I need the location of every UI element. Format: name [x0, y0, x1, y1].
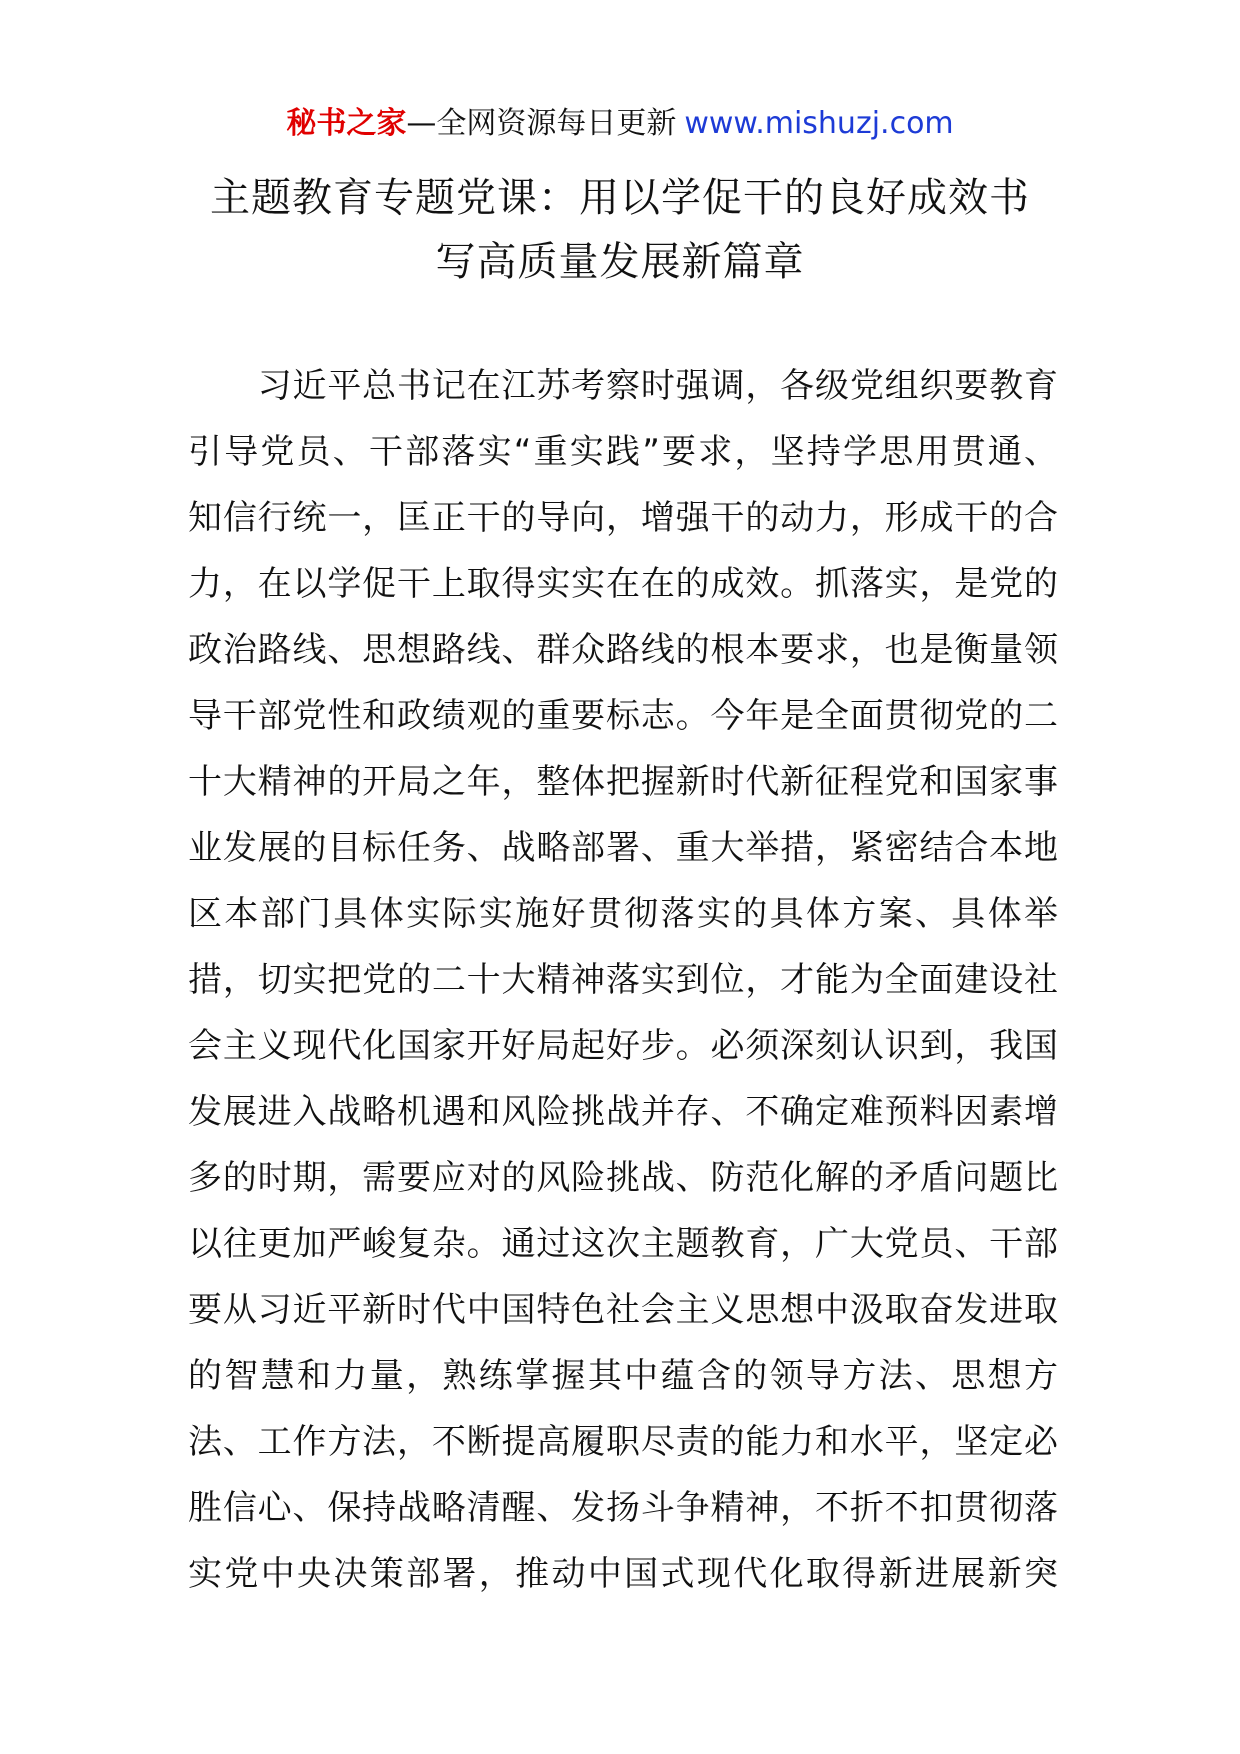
header-tagline: —全网资源每日更新: [406, 106, 677, 141]
text-line: 导干部党性和政绩观的重要标志。今年是全面贯彻党的二: [188, 696, 1058, 736]
site-url[interactable]: www.mishuzj.com: [684, 106, 954, 141]
text-line: 要从习近平新时代中国特色社会主义思想中汲取奋发进取: [188, 1290, 1058, 1330]
text-line: 业发展的目标任务、战略部署、重大举措，紧密结合本地: [188, 828, 1058, 868]
document-title: [150, 166, 1090, 294]
text-line: 法、工作方法，不断提高履职尽责的能力和水平，坚定必: [188, 1422, 1058, 1462]
text-line: 胜信心、保持战略清醒、发扬斗争精神，不折不扣贯彻落: [188, 1488, 1058, 1528]
text-line: 十大精神的开局之年，整体把握新时代新征程党和国家事: [188, 762, 1058, 802]
text-line: 措，切实把党的二十大精神落实到位，才能为全面建设社: [188, 960, 1058, 1000]
text-line: 知信行统一，匡正干的导向，增强干的动力，形成干的合: [188, 498, 1058, 538]
text-line: 政治路线、思想路线、群众路线的根本要求，也是衡量领: [188, 630, 1058, 670]
text-line: 会主义现代化国家开好局起好步。必须深刻认识到，我国: [188, 1026, 1058, 1066]
text-line: 力，在以学促干上取得实实在在的成效。抓落实，是党的: [188, 564, 1058, 604]
brand-name: 秘书之家: [286, 106, 407, 141]
text-line: 以往更加严峻复杂。通过这次主题教育，广大党员、干部: [188, 1224, 1058, 1264]
text-line: 区本部门具体实际实施好贯彻落实的具体方案、具体举: [188, 894, 1058, 934]
text-line: 多的时期，需要应对的风险挑战、防范化解的矛盾问题比: [188, 1158, 1058, 1198]
text-line: 引导党员、干部落实“重实践”要求，坚持学思用贯通、: [188, 432, 1058, 472]
text-line: 实党中央决策部署，推动中国式现代化取得新进展新突: [188, 1554, 1058, 1594]
title-line-1: 主题教育专题党课：用以学促干的良好成效书: [210, 175, 1030, 221]
text-line: 的智慧和力量，熟练掌握其中蕴含的领导方法、思想方: [188, 1356, 1058, 1396]
text-line: 发展进入战略机遇和风险挑战并存、不确定难预料因素增: [188, 1092, 1058, 1132]
title-line-2: 写高质量发展新篇章: [435, 239, 805, 285]
site-header: [0, 104, 1240, 144]
body-paragraph: [188, 353, 1058, 1607]
text-line: 习近平总书记在江苏考察时强调，各级党组织要教育: [188, 366, 1058, 406]
